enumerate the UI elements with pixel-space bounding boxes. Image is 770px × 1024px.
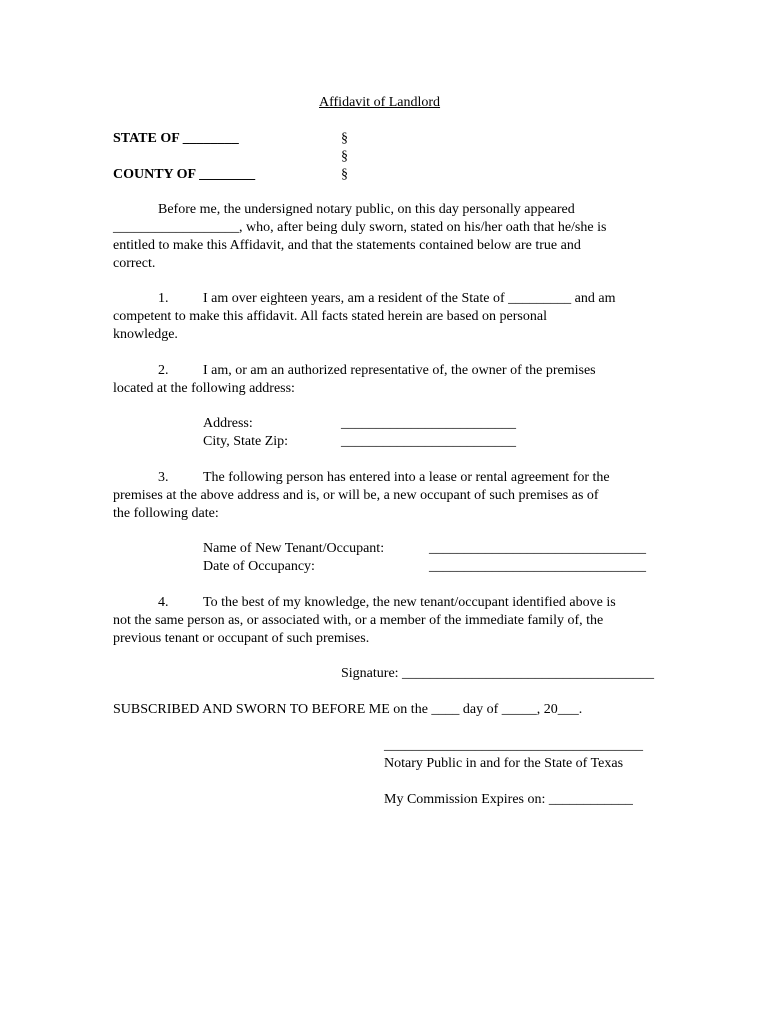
county-label: COUNTY OF ________: [113, 167, 256, 182]
item-line: not the same person as, or associated with, or a member of the immediate family of, the: [113, 613, 604, 628]
intro-line: entitled to make this Affidavit, and that the statements contained below are true and: [113, 238, 581, 253]
item-line: The following person has entered into a lease or rental agreement for the: [203, 470, 610, 485]
city-state-zip-label: City, State Zip:: [203, 434, 289, 449]
occupancy-date-label: Date of Occupancy:: [203, 559, 315, 574]
intro-line: Before me, the undersigned notary public, on this day personally appeared: [158, 202, 575, 217]
notary-signature-line[interactable]: _____________________________________: [384, 738, 643, 753]
section-mark: §: [341, 167, 348, 182]
intro-line: __________________, who, after being duly sworn, stated on his/her oath that he/she is: [113, 220, 607, 235]
item-line: the following date:: [113, 506, 219, 521]
notary-label: Notary Public in and for the State of Texas: [384, 756, 624, 771]
signature-line[interactable]: Signature: ____________________________________: [341, 666, 655, 681]
address-label: Address:: [203, 416, 253, 431]
item-line: I am, or am an authorized representative of, the owner of the premises: [203, 363, 596, 378]
item-line: premises at the above address and is, or will be, a new occupant of such premises as of: [113, 488, 599, 503]
item-line: I am over eighteen years, am a resident of the State of _________ and am: [203, 291, 616, 306]
city-state-zip-field[interactable]: _________________________: [341, 434, 516, 449]
subscribed-sworn-line: SUBSCRIBED AND SWORN TO BEFORE ME on the ____ day of _____, 20___.: [113, 702, 583, 717]
state-label: STATE OF ________: [113, 131, 239, 146]
occupancy-date-field[interactable]: _______________________________: [429, 559, 646, 574]
item-line: To the best of my knowledge, the new tenant/occupant identified above is: [203, 595, 616, 610]
item-line: competent to make this affidavit. All facts stated herein are based on personal: [113, 309, 547, 324]
section-mark: §: [341, 149, 348, 164]
tenant-name-label: Name of New Tenant/Occupant:: [203, 541, 385, 556]
item-line: located at the following address:: [113, 381, 295, 396]
address-field[interactable]: _________________________: [341, 416, 516, 431]
section-mark: §: [341, 131, 348, 146]
item-number: 4.: [158, 595, 169, 610]
item-line: knowledge.: [113, 327, 178, 342]
item-number: 3.: [158, 470, 169, 485]
tenant-name-field[interactable]: _______________________________: [429, 541, 646, 556]
commission-expires-line[interactable]: My Commission Expires on: ____________: [384, 792, 633, 807]
document-title: Affidavit of Landlord: [319, 95, 441, 110]
item-line: previous tenant or occupant of such premises.: [113, 631, 370, 646]
item-number: 1.: [158, 291, 169, 306]
intro-line: correct.: [113, 256, 156, 271]
item-number: 2.: [158, 363, 169, 378]
